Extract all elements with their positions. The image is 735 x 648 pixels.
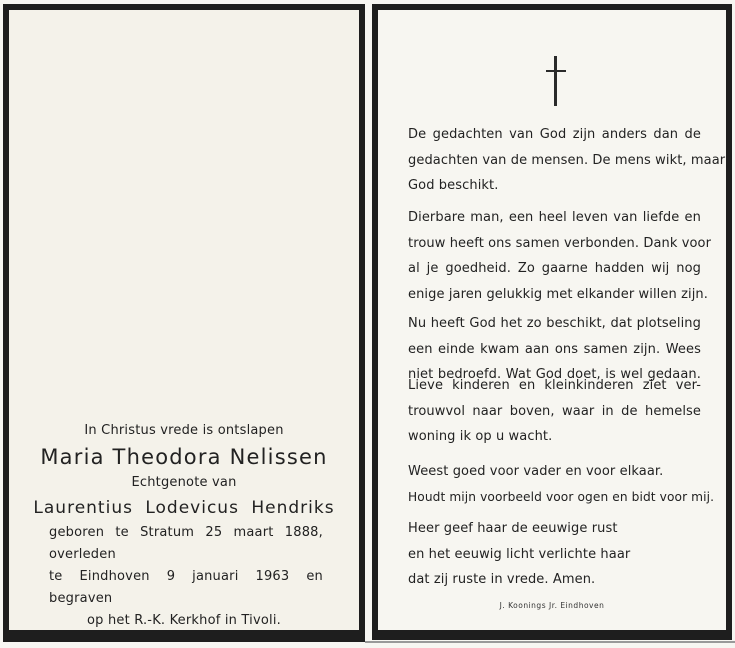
- bio-line: geboren te Stratum 25 maart 1888, overleden: [49, 525, 323, 562]
- verse-line: trouwvol naar boven, waar in de hemelse: [408, 403, 701, 419]
- verse-line: Heer geef haar de eeuwige rust: [408, 521, 618, 536]
- obituary-text: [9, 420, 359, 632]
- printer-credit: J. Koonings Jr. Eindhoven: [499, 601, 605, 610]
- verse-line: niet bedroefd. Wat God doet, is wel gedaan.: [408, 367, 701, 382]
- verse-paragraph: [408, 205, 712, 307]
- verse-line: De gedachten van God zijn anders dan de: [408, 127, 701, 142]
- verse-line: Dierbare man, een heel leven van liefde en: [408, 210, 701, 225]
- verse-line: trouw heeft ons samen verbonden. Dank voor: [408, 235, 712, 251]
- cross-icon: [546, 56, 566, 106]
- edge-shadow: [365, 641, 735, 643]
- bio-line: te Eindhoven 9 januari 1963 en begraven: [49, 569, 323, 606]
- verse-line: een einde kwam aan ons samen zijn. Wees: [408, 341, 701, 357]
- verse-line: en het eeuwig licht verlichte haar: [408, 546, 631, 562]
- deceased-name: Maria Theodora Nelissen: [40, 445, 328, 469]
- right-paper: [378, 10, 726, 630]
- verse-line: Houdt mijn voorbeeld voor ogen en bidt voor mij.: [408, 489, 715, 504]
- spouse-label: Echtgenote van: [131, 475, 237, 490]
- verse-line: God beschikt.: [408, 178, 499, 193]
- verse-line: al je goedheid. Zo gaarne hadden wij nog: [408, 261, 701, 276]
- verse-paragraph: [408, 459, 715, 510]
- verse-paragraph: [408, 373, 701, 450]
- verse-line: woning ik op u wacht.: [408, 429, 553, 444]
- verse-line: gedachten van de mensen. De mens wikt, maar: [408, 152, 726, 168]
- intro-line: In Christus vrede is ontslapen: [84, 423, 284, 438]
- left-panel: [3, 4, 365, 642]
- verse-line: enige jaren gelukkig met elkander willen zijn.: [408, 286, 708, 302]
- spouse-name: Laurentius Lodevicus Hendriks: [33, 498, 335, 518]
- verse-paragraph: [408, 516, 701, 593]
- verse-line: Weest goed voor vader en voor elkaar.: [408, 464, 664, 479]
- bio-line: op het R.-K. Kerkhof in Tivoli.: [87, 613, 281, 628]
- verse-line: Nu heeft God het zo beschikt, dat plotseling: [408, 316, 701, 331]
- left-paper: [9, 10, 359, 630]
- verse-line: dat zij ruste in vrede. Amen.: [408, 572, 596, 587]
- verse-paragraph: [408, 122, 726, 199]
- verse-line: Lieve kinderen en kleinkinderen ziet ver-: [408, 378, 701, 393]
- right-panel: [372, 4, 732, 640]
